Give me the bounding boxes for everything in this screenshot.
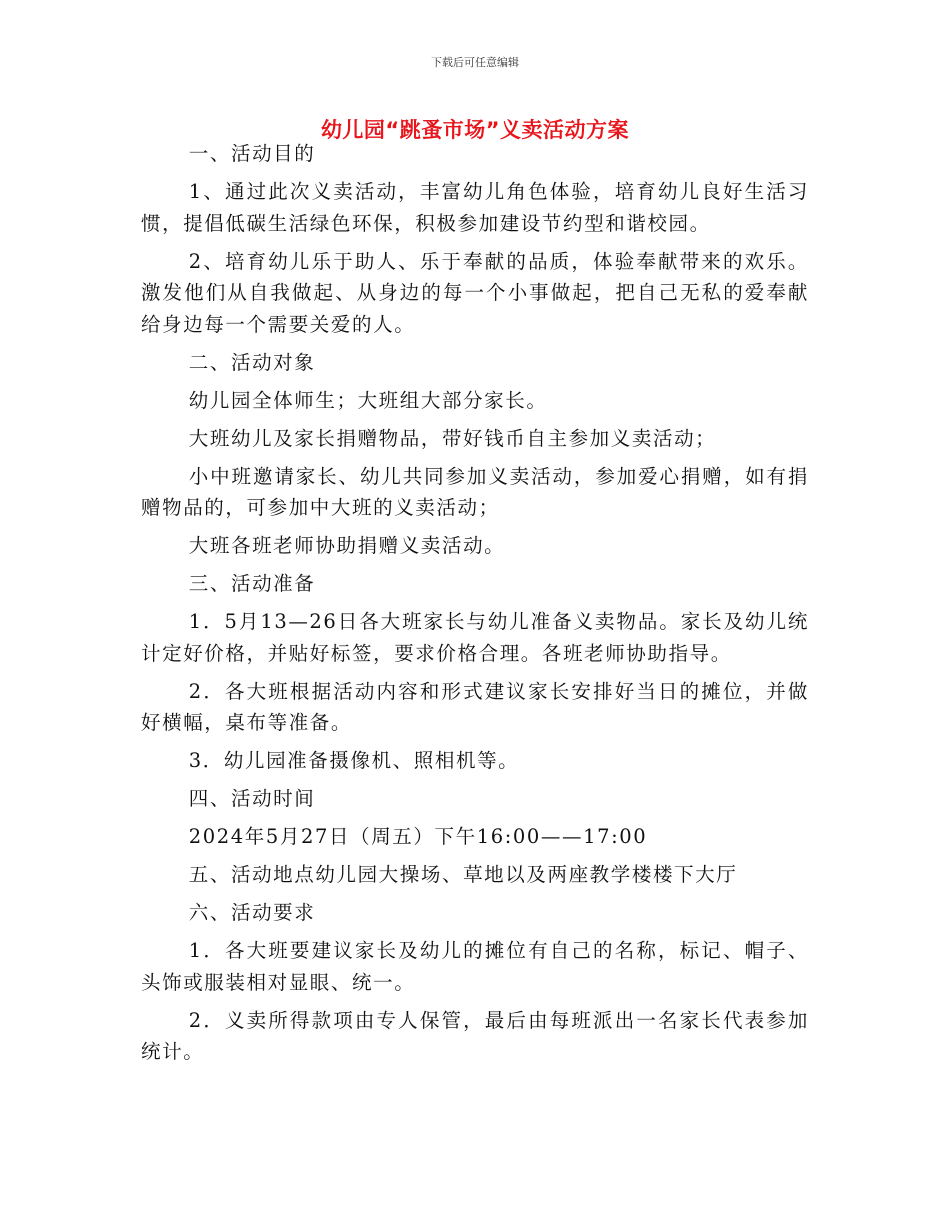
section-heading-preparation: 三、活动准备	[188, 572, 316, 595]
paragraph: 2．各大班根据活动内容和形式建议家长安排好当日的摊位，并做好横幅，桌布等准备。	[141, 679, 809, 734]
paragraph: 2024年5月27日（周五）下午16:00——17:00	[188, 825, 648, 848]
paragraph: 小中班邀请家长、幼儿共同参加义卖活动，参加爱心捐赠，如有捐赠物品的，可参加中大班的义卖活动；	[141, 464, 809, 519]
paragraph: 2、培育幼儿乐于助人、乐于奉献的品质，体验奉献带来的欢乐。激发他们从自我做起、从身边的每一个小事做起，把自己无私的爱奉献给身边每一个需要关爱的人。	[141, 249, 809, 336]
section-heading-purpose: 一、活动目的	[188, 142, 316, 165]
section-heading-requirements: 六、活动要求	[188, 901, 316, 924]
paragraph: 3．幼儿园准备摄像机、照相机等。	[188, 749, 520, 772]
paragraph: 大班各班老师协助捐赠义卖活动。	[188, 534, 506, 557]
paragraph: 1．5月13—26日各大班家长与幼儿准备义卖物品。家长及幼儿统计定好价格，并贴好标签，要求价格合理。各班老师协助指导。	[141, 610, 809, 665]
document-body	[141, 138, 809, 1074]
paragraph: 大班幼儿及家长捐赠物品，带好钱币自主参加义卖活动；	[188, 426, 717, 450]
paragraph: 1．各大班要建议家长及幼儿的摊位有自己的名称，标记、帽子、头饰或服装相对显眼、统一。	[141, 939, 809, 994]
paragraph: 幼儿园全体师生；大班组大部分家长。	[188, 388, 548, 412]
section-heading-location: 五、活动地点幼儿园大操场、草地以及两座教学楼楼下大厅	[188, 863, 738, 886]
document-title: 幼儿园“跳蚤市场”义卖活动方案	[320, 118, 630, 142]
header-note: 下载后可任意编辑	[431, 56, 519, 69]
paragraph: 2．义卖所得款项由专人保管，最后由每班派出一名家长代表参加统计。	[141, 1008, 809, 1063]
section-heading-time: 四、活动时间	[188, 787, 316, 810]
paragraph: 1、通过此次义卖活动，丰富幼儿角色体验，培育幼儿良好生活习惯，提倡低碳生活绿色环保，积极参加建设节约型和谐校园。	[141, 180, 809, 235]
section-heading-participants: 二、活动对象	[188, 350, 316, 374]
